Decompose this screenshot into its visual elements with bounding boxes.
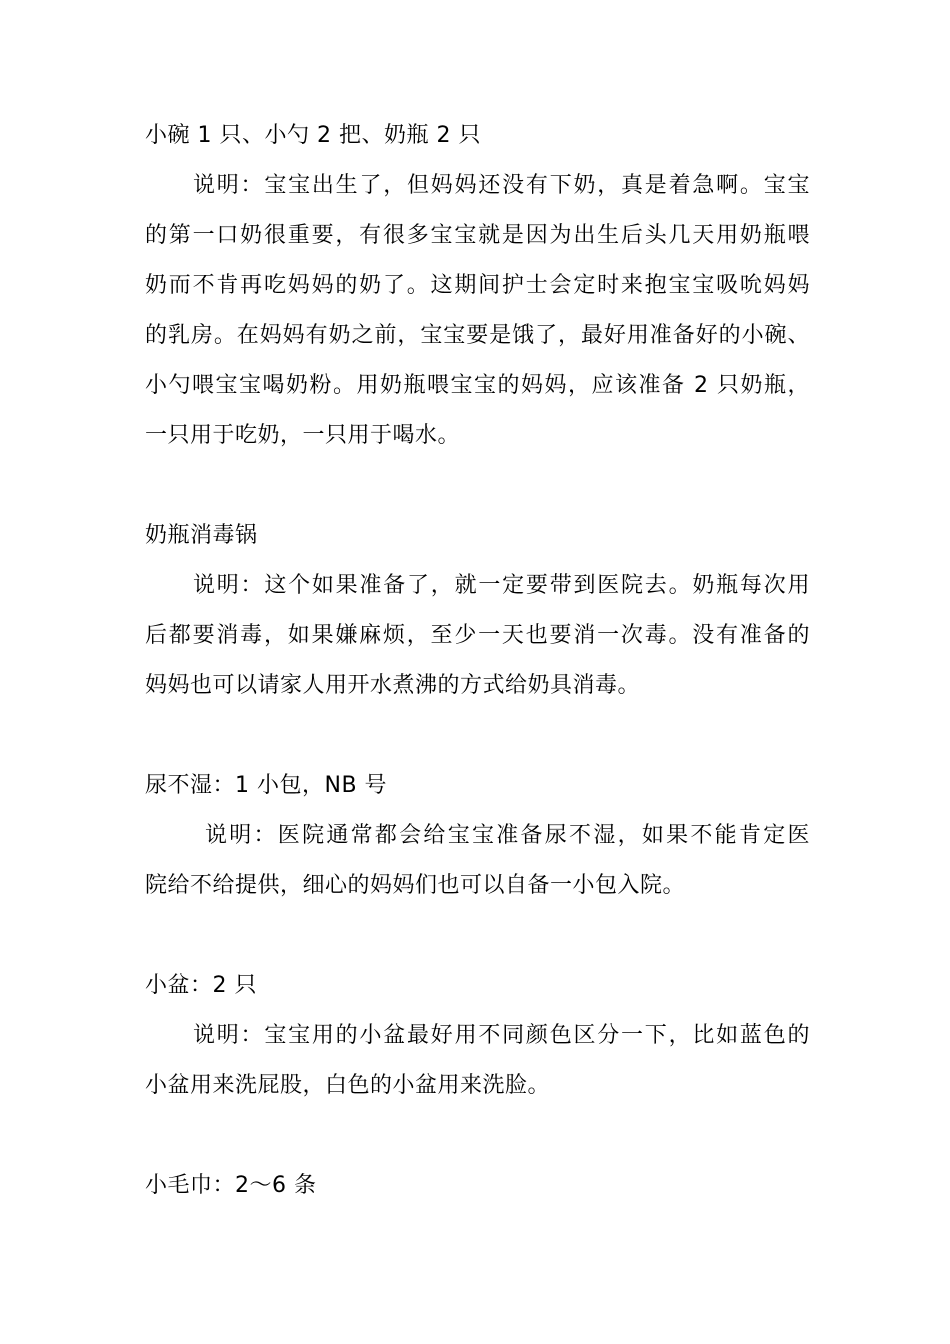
paragraph-line: 的第一口奶很重要，有很多宝宝就是因为出生后头几天用奶瓶喂 <box>145 223 810 248</box>
section-heading: 奶瓶消毒锅 <box>145 523 258 548</box>
paragraph-line: 一只用于吃奶，一只用于喝水。 <box>145 423 461 448</box>
paragraph-line: 奶而不肯再吃妈妈的奶了。这期间护士会定时来抱宝宝吸吮妈妈 <box>145 273 810 298</box>
paragraph-line: 小盆用来洗屁股，白色的小盆用来洗脸。 <box>145 1073 551 1098</box>
paragraph-line: 小勺喂宝宝喝奶粉。用奶瓶喂宝宝的妈妈，应该准备 2 只奶瓶， <box>145 373 810 398</box>
section-spacer <box>145 711 810 761</box>
paragraph-line: 的乳房。在妈妈有奶之前，宝宝要是饿了，最好用准备好的小碗、 <box>145 323 810 348</box>
document-body <box>145 111 810 1211</box>
section-heading: 小碗 1 只、小勺 2 把、奶瓶 2 只 <box>145 123 481 148</box>
paragraph-line: 后都要消毒，如果嫌麻烦，至少一天也要消一次毒。没有准备的 <box>145 623 810 648</box>
paragraph-line: 说明：这个如果准备了，就一定要带到医院去。奶瓶每次用 <box>193 573 810 598</box>
section-heading: 小盆：2 只 <box>145 973 257 998</box>
paragraph-line: 说明：宝宝用的小盆最好用不同颜色区分一下，比如蓝色的 <box>193 1023 810 1048</box>
section-spacer <box>145 1111 810 1161</box>
section-heading: 尿不湿：1 小包，NB 号 <box>145 773 388 798</box>
paragraph-line: 院给不给提供，细心的妈妈们也可以自备一小包入院。 <box>145 873 686 898</box>
paragraph-line: 说明：宝宝出生了，但妈妈还没有下奶，真是着急啊。宝宝 <box>193 173 810 198</box>
section-spacer <box>145 461 810 511</box>
section-spacer <box>145 911 810 961</box>
paragraph-line: 说明：医院通常都会给宝宝准备尿不湿，如果不能肯定医 <box>205 823 810 848</box>
section-heading: 小毛巾：2～6 条 <box>145 1173 317 1198</box>
paragraph-line: 妈妈也可以请家人用开水煮沸的方式给奶具消毒。 <box>145 673 641 698</box>
